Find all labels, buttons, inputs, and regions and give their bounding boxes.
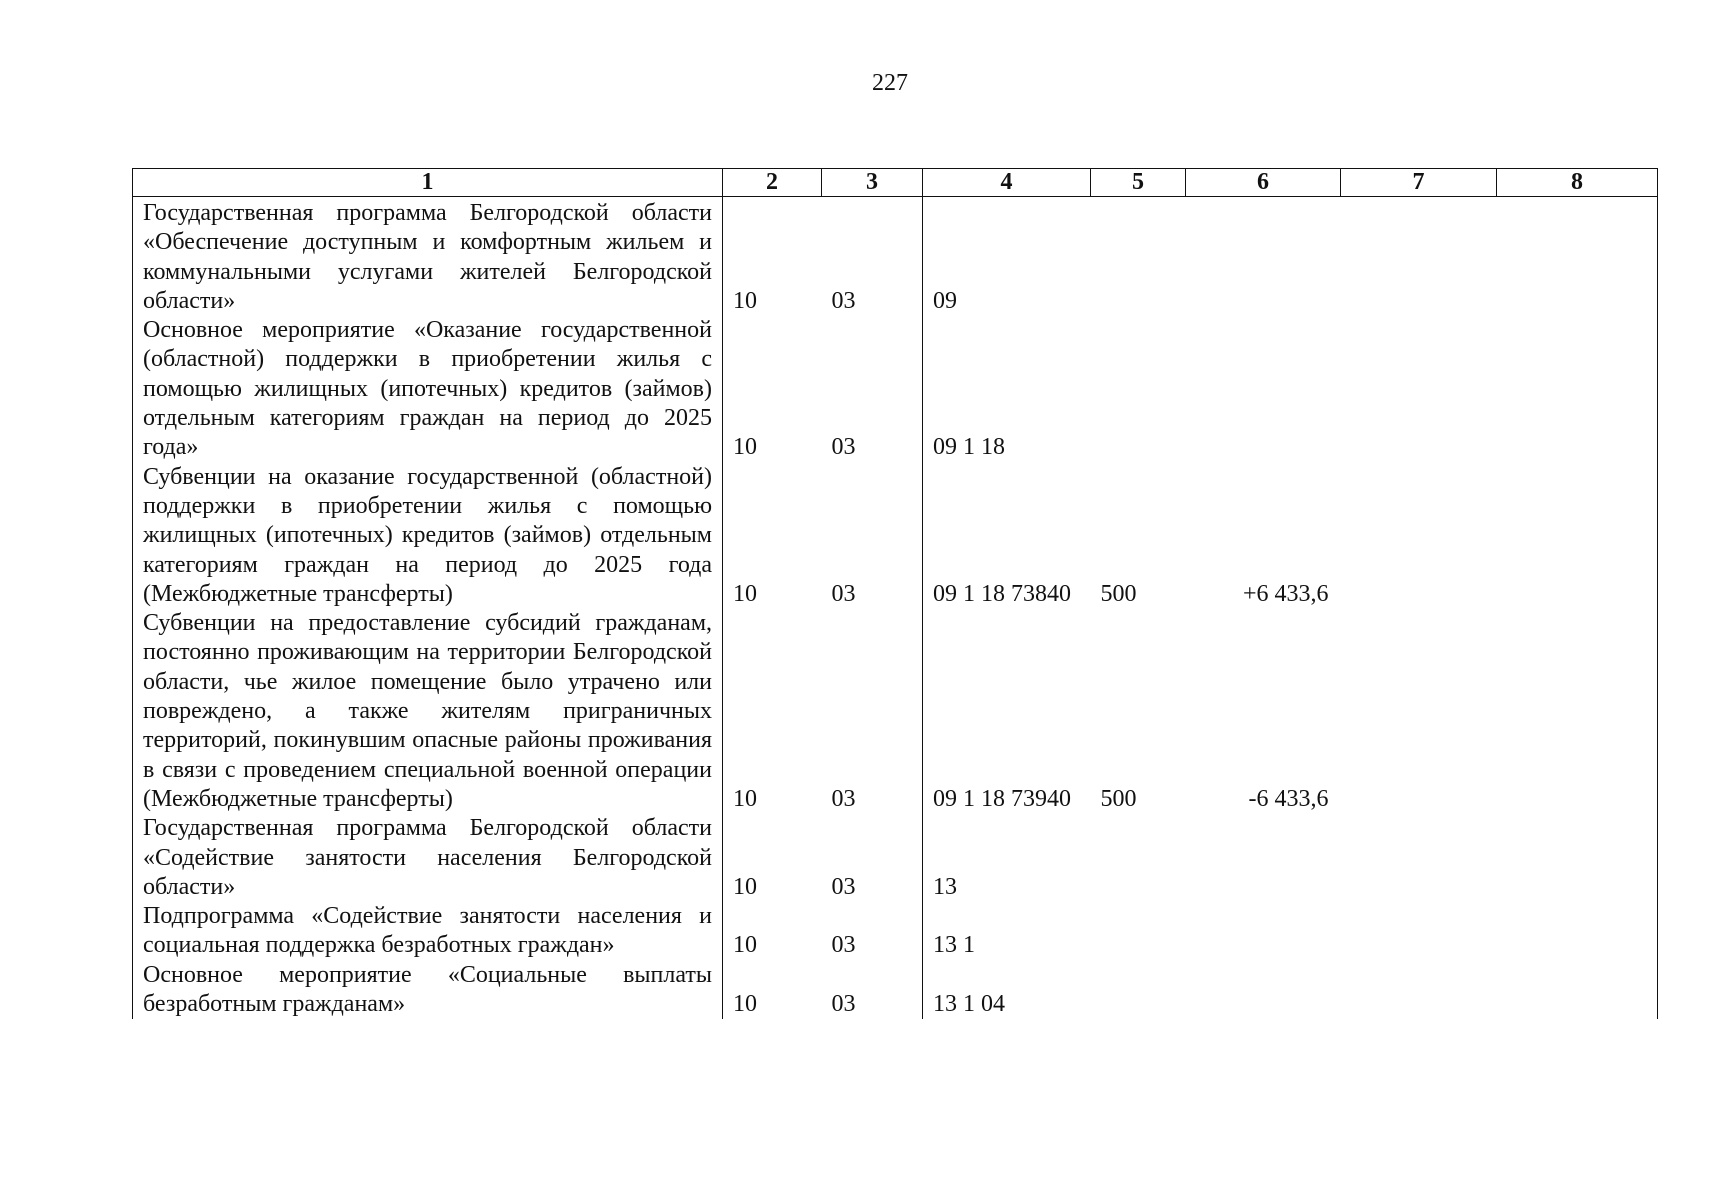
row-subsection: 03	[831, 991, 856, 1018]
table-row	[133, 197, 1658, 317]
header-col-8: 8	[1497, 169, 1658, 197]
row-col7	[1341, 961, 1497, 1020]
row-col7	[1341, 316, 1497, 462]
row-amount	[1186, 814, 1341, 902]
row-description: Основное мероприятие «Социальные выплаты безработным гражданам»	[133, 961, 723, 1020]
row-expense-type	[1091, 316, 1186, 462]
row-expense-type	[1091, 197, 1186, 317]
row-col7	[1341, 609, 1497, 814]
header-row	[133, 169, 1658, 197]
table-row	[133, 609, 1658, 814]
page-number	[0, 70, 1723, 97]
row-target-code: 09 1 18 73940	[923, 609, 1091, 814]
row-amount	[1186, 902, 1341, 961]
table-body	[133, 197, 1658, 1020]
row-subsection: 03	[831, 932, 856, 959]
row-target-code: 13 1	[923, 902, 1091, 961]
row-col7	[1341, 463, 1497, 609]
row-col8	[1497, 463, 1658, 609]
row-section: 10	[733, 991, 757, 1018]
row-subsection: 03	[831, 434, 856, 461]
row-col7	[1341, 197, 1497, 317]
row-amount	[1186, 197, 1341, 317]
row-expense-type	[1091, 961, 1186, 1020]
row-amount: +6 433,6	[1242, 580, 1329, 607]
table-header	[133, 169, 1658, 197]
row-expense-type	[1091, 902, 1186, 961]
row-col8	[1497, 316, 1658, 462]
table-row	[133, 814, 1658, 902]
row-description: Государственная программа Белгородской области «Обеспечение доступным и комфортным жильем и коммунальными услугами жителей Белгородской области»	[133, 197, 723, 317]
row-description: Основное мероприятие «Оказание государственной (областной) поддержки в приобретении жилья с помощью жилищных (ипотечных) кредитов (займов) отдельным категориям граждан на период до 2025 года»	[133, 316, 723, 462]
row-description: Государственная программа Белгородской области «Содействие занятости населения Белгородской области»	[133, 814, 723, 902]
row-col8	[1497, 609, 1658, 814]
row-section: 10	[733, 873, 757, 900]
row-target-code: 09	[923, 197, 1091, 317]
row-section: 10	[733, 434, 757, 461]
table-row	[133, 463, 1658, 609]
row-col8	[1497, 961, 1658, 1020]
row-subsection: 03	[831, 580, 856, 607]
row-col8	[1497, 814, 1658, 902]
row-subsection: 03	[831, 873, 856, 900]
row-amount	[1186, 316, 1341, 462]
row-description: Подпрограмма «Содействие занятости населения и социальная поддержка безработных граждан»	[133, 902, 723, 961]
row-col8	[1497, 197, 1658, 317]
row-section: 10	[733, 932, 757, 959]
row-col7	[1341, 902, 1497, 961]
table-row	[133, 961, 1658, 1020]
header-col-3: 3	[822, 169, 923, 197]
row-target-code: 13	[923, 814, 1091, 902]
row-expense-type: 500	[1100, 580, 1137, 607]
row-expense-type: 500	[1100, 785, 1137, 812]
row-description: Субвенции на предоставление субсидий гражданам, постоянно проживающим на территории Белгородской области, чье жилое помещение было утрачено или повреждено, а также жителям приграничных территорий, покинувшим опасные районы проживания в связи с проведением специальной военной операции (Межбюджетные трансферты)	[133, 609, 723, 814]
row-section: 10	[733, 287, 757, 314]
row-section: 10	[733, 785, 757, 812]
header-col-7: 7	[1341, 169, 1497, 197]
table-row	[133, 316, 1658, 462]
page-number-text: 227	[872, 70, 908, 96]
row-target-code: 13 1 04	[923, 961, 1091, 1020]
row-section: 10	[733, 580, 757, 607]
row-description: Субвенции на оказание государственной (областной) поддержки в приобретении жилья с помощью жилищных (ипотечных) кредитов (займов) отдельным категориям граждан на период до 2025 года (Межбюджетные трансферты)	[133, 463, 723, 609]
row-col8	[1497, 902, 1658, 961]
row-amount: -6 433,6	[1248, 785, 1329, 812]
row-col7	[1341, 814, 1497, 902]
row-target-code: 09 1 18 73840	[923, 463, 1091, 609]
header-col-1: 1	[133, 169, 723, 197]
row-amount	[1186, 961, 1341, 1020]
header-col-5: 5	[1091, 169, 1186, 197]
header-col-6: 6	[1186, 169, 1341, 197]
row-subsection: 03	[831, 287, 856, 314]
header-col-2: 2	[723, 169, 822, 197]
row-expense-type	[1091, 814, 1186, 902]
budget-table	[132, 168, 1658, 1019]
table-row	[133, 902, 1658, 961]
header-col-4: 4	[923, 169, 1091, 197]
row-subsection: 03	[831, 785, 856, 812]
row-target-code: 09 1 18	[923, 316, 1091, 462]
